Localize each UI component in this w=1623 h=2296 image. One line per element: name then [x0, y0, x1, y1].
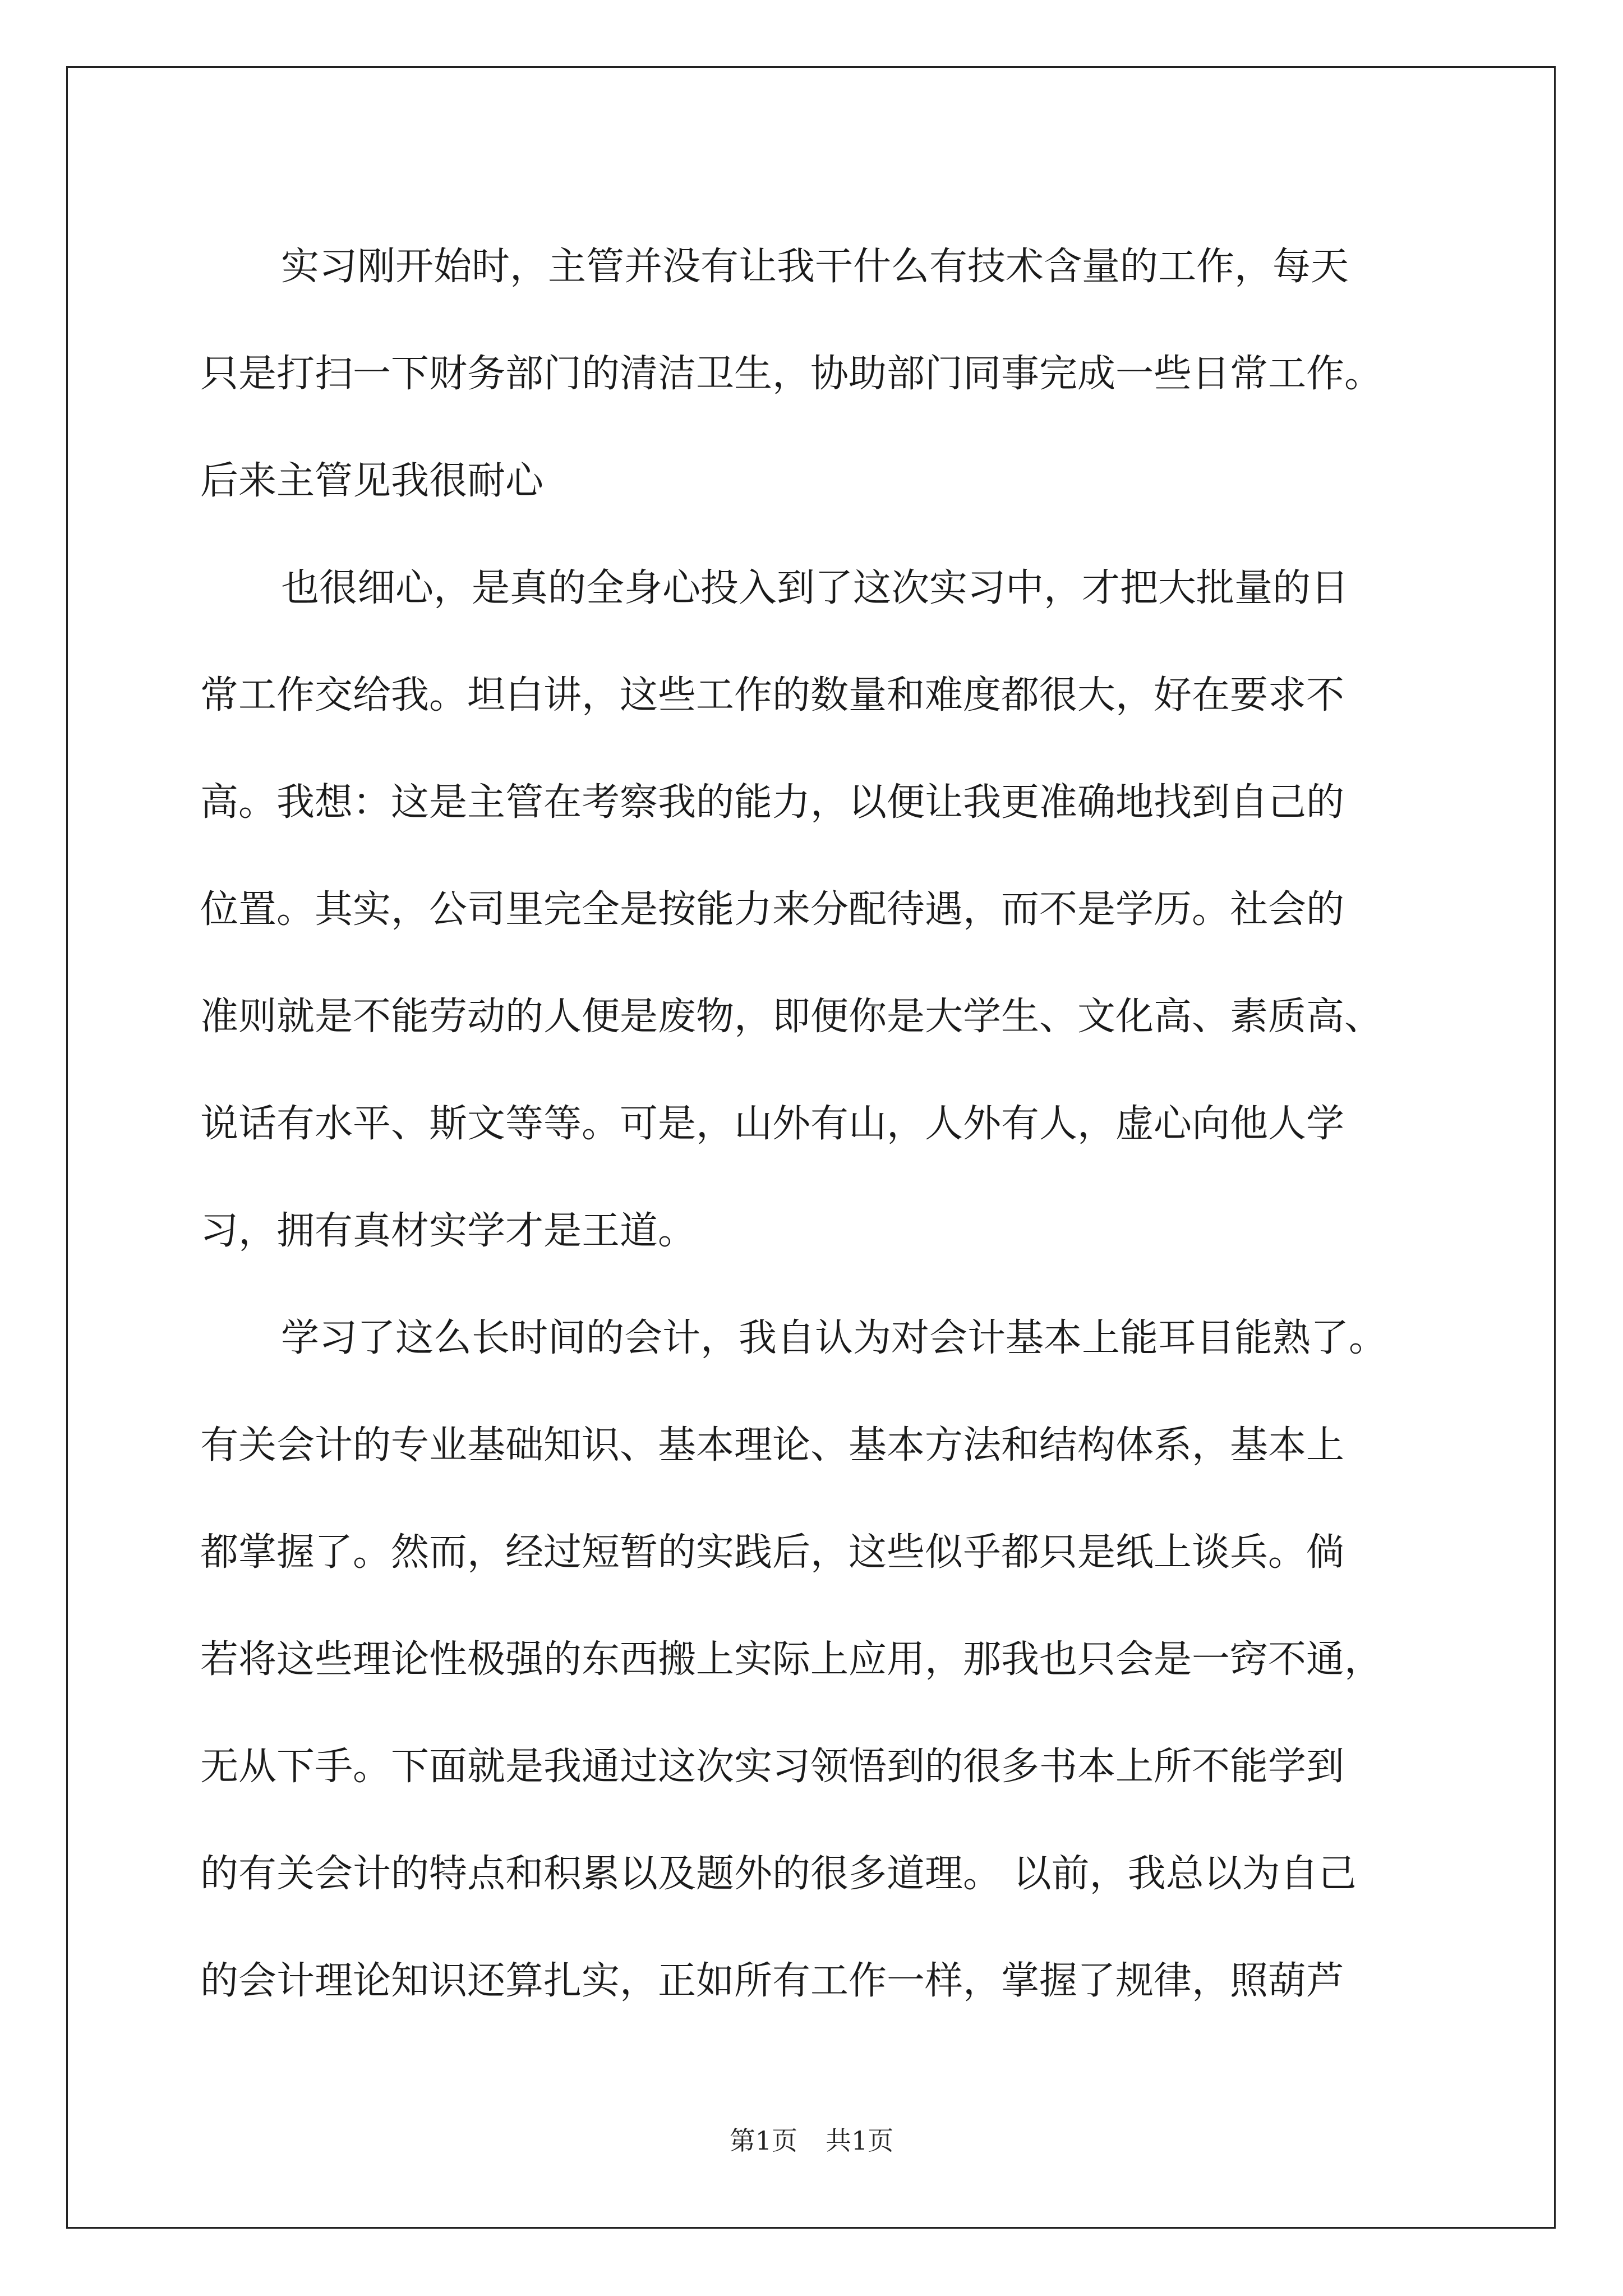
text-line: 若将这些理论性极强的东西搬上实际上应用，那我也只会是一窍不通， — [200, 1637, 1383, 1682]
text-line: 的会计理论知识还算扎实，正如所有工作一样，掌握了规律，照葫芦 — [200, 1959, 1345, 2003]
text-line: 也很细心，是真的全身心投入到了这次实习中，才把大批量的日 — [281, 566, 1349, 610]
text-line: 高。我想：这是主管在考察我的能力，以便让我更准确地找到自己的 — [200, 780, 1345, 825]
text-line: 的有关会计的特点和积累以及题外的很多道理。 以前，我总以为自己 — [200, 1852, 1357, 1896]
text-line: 学习了这么长时间的会计，我自认为对会计基本上能耳目能熟了。 — [281, 1316, 1387, 1360]
text-line: 只是打扫一下财务部门的清洁卫生，协助部门同事完成一些日常工作。 — [200, 352, 1383, 396]
text-line: 常工作交给我。坦白讲，这些工作的数量和难度都很大，好在要求不 — [200, 673, 1345, 717]
page-number-total: 共1页 — [826, 2125, 894, 2156]
text-line: 准则就是不能劳动的人便是废物，即便你是大学生、文化高、素质高、 — [200, 995, 1383, 1039]
page-number-current: 第1页 — [729, 2125, 797, 2156]
document-body — [200, 213, 1456, 2035]
text-line: 都掌握了。然而，经过短暂的实践后，这些似乎都只是纸上谈兵。倘 — [200, 1530, 1345, 1575]
text-line: 有关会计的专业基础知识、基本理论、基本方法和结构体系，基本上 — [200, 1423, 1345, 1467]
page-footer — [0, 2120, 1623, 2157]
text-line: 无从下手。下面就是我通过这次实习领悟到的很多书本上所不能学到 — [200, 1745, 1345, 1789]
text-line: 后来主管见我很耐心 — [200, 459, 544, 503]
text-line: 习，拥有真材实学才是王道。 — [200, 1209, 697, 1253]
text-line: 位置。其实，公司里完全是按能力来分配待遇，而不是学历。社会的 — [200, 887, 1345, 932]
text-line: 实习刚开始时，主管并没有让我干什么有技术含量的工作，每天 — [281, 245, 1349, 289]
text-line: 说话有水平、斯文等等。可是，山外有山，人外有人，虚心向他人学 — [200, 1102, 1345, 1146]
